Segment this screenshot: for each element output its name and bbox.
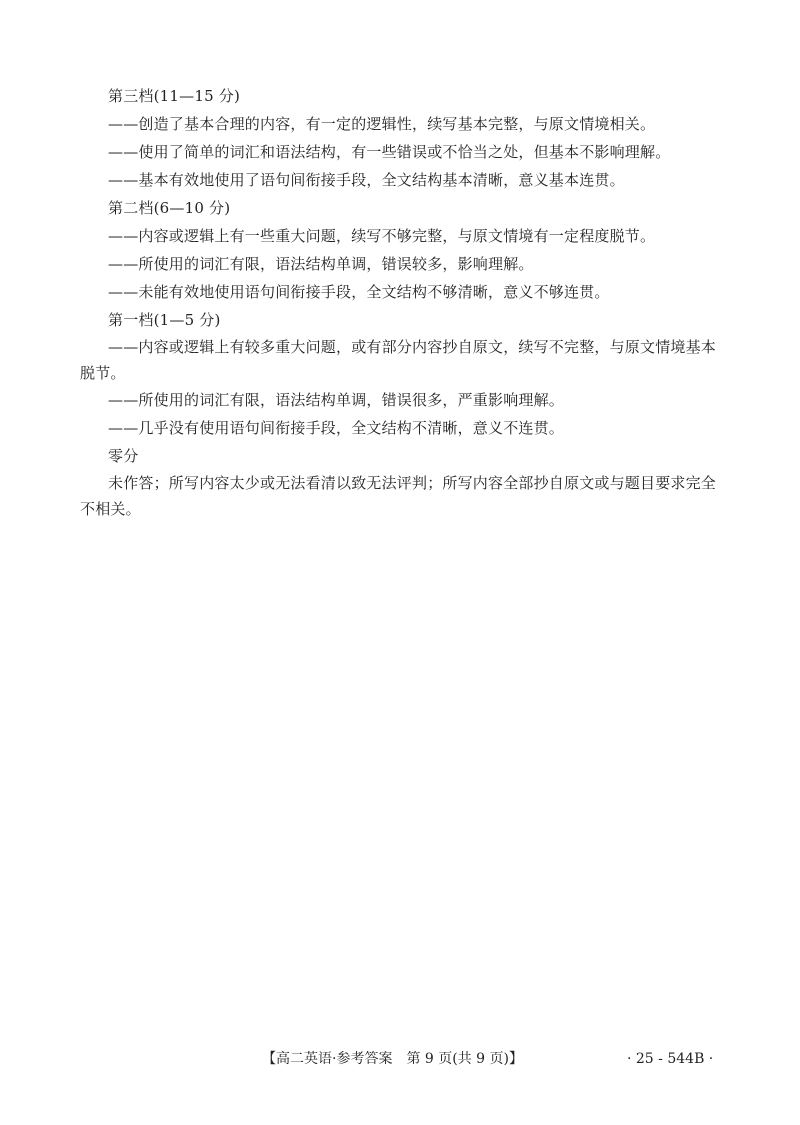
- level2-criterion-content: ——内容或逻辑上有一些重大问题，续写不够完整，与原文情境有一定程度脱节。: [108, 227, 656, 245]
- level2-criterion-language: ——所使用的词汇有限，语法结构单调，错误较多，影响理解。: [108, 255, 534, 273]
- level3-criterion-cohesion: ——基本有效地使用了语句间衔接手段，全文结构基本清晰，意义基本连贯。: [108, 171, 625, 189]
- level1-criterion-content: ——内容或逻辑上有较多重大问题，或有部分内容抄自原文，续写不完整，与原文情境基本脱节。: [80, 338, 717, 382]
- level3-heading: 第三档(11—15 分): [108, 87, 241, 105]
- zero-heading: 零分: [108, 447, 139, 465]
- footer-doc-code: · 25 - 544B ·: [627, 1051, 714, 1067]
- level2-criterion-cohesion: ——未能有效地使用语句间衔接手段，全文结构不够清晰，意义不够连贯。: [108, 283, 610, 301]
- level3-criterion-content: ——创造了基本合理的内容，有一定的逻辑性，续写基本完整，与原文情境相关。: [108, 115, 656, 133]
- zero-criterion: 未作答；所写内容太少或无法看清以致无法评判；所写内容全部抄自原文或与题目要求完全不相关。: [80, 474, 717, 518]
- level3-criterion-language: ——使用了简单的词汇和语法结构，有一些错误或不恰当之处，但基本不影响理解。: [108, 143, 671, 161]
- level2-heading: 第二档(6—10 分): [108, 199, 231, 217]
- level1-criterion-cohesion: ——几乎没有使用语句间衔接手段，全文结构不清晰，意义不连贯。: [108, 419, 565, 437]
- footer-page-info: 【高二英语·参考答案 第 9 页(共 9 页)】: [262, 1051, 523, 1067]
- level1-heading: 第一档(1—5 分): [108, 311, 221, 329]
- level1-criterion-language: ——所使用的词汇有限，语法结构单调，错误很多，严重影响理解。: [108, 391, 565, 409]
